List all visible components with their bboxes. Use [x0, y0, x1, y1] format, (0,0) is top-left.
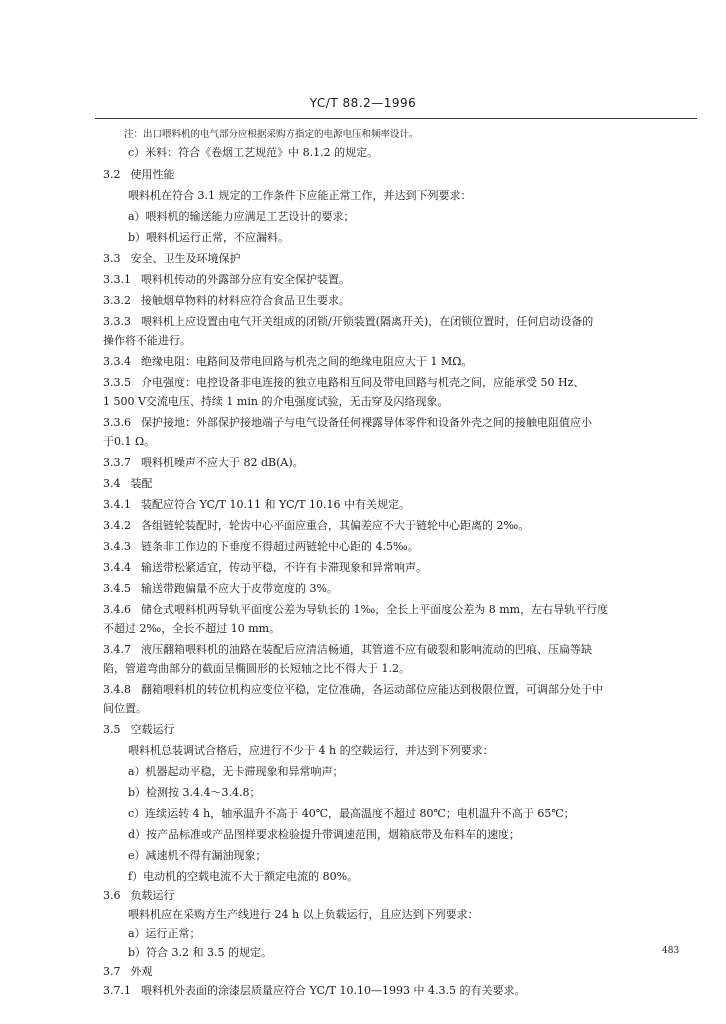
clause — [103, 376, 584, 390]
clause-number: 3.4.4 — [103, 561, 131, 574]
paragraph: 喂料机在符合 3.1 规定的工作条件下应能正常工作，并达到下列要求： — [128, 189, 472, 202]
section-title: 负载运行 — [130, 889, 175, 902]
clause — [103, 456, 304, 470]
clause-number: 3.3.3 — [103, 315, 131, 328]
clause-number: 3.4.2 — [103, 519, 131, 532]
section-heading — [103, 168, 175, 182]
clause-number: 3.3.7 — [103, 456, 131, 469]
clause-continuation: 操作将不能进行。 — [103, 334, 191, 347]
clause-continuation: 于0.1 Ω。 — [103, 435, 156, 448]
clause-number: 3.3.4 — [103, 355, 131, 368]
clause-number: 3.3.6 — [103, 416, 131, 429]
section-number: 3.6 — [103, 889, 121, 902]
page-header: YC/T 88.2—1996 — [309, 96, 417, 110]
clause-number: 3.3.5 — [103, 376, 131, 389]
list-item: b）符合 3.2 和 3.5 的规定。 — [128, 946, 273, 959]
section-heading — [103, 965, 153, 979]
clause-text: 翻箱喂料机的转位机构应变位平稳，定位准确，各运动部位应能达到极限位置，可调部分处于中 — [141, 683, 603, 696]
section-heading — [103, 723, 175, 737]
section-heading — [103, 477, 153, 491]
section-number: 3.5 — [103, 723, 121, 736]
clause-continuation: 不超过 2‰，全长不超过 10 mm。 — [103, 622, 281, 635]
page-number: 483 — [662, 946, 680, 956]
clause-text: 链条非工作边的下垂度不得超过两链轮中心距的 4.5‰。 — [141, 540, 419, 553]
clause-text: 喂料机噪声不应大于 82 dB(A)。 — [141, 456, 304, 469]
clause-text: 绝缘电阻：电路间及带电回路与机壳之间的绝缘电阻应大于 1 MΩ。 — [141, 355, 473, 368]
clause-text: 输送带松紧适宜，传动平稳，不许有卡滞现象和异常响声。 — [141, 561, 427, 574]
clause — [103, 683, 603, 697]
section-number: 3.2 — [103, 168, 121, 181]
list-item: d）按产品标准或产品图样要求检验提升带调速范围，烟箱底带及布料车的速度； — [128, 828, 521, 841]
paragraph: 喂料机总装调试合格后，应进行不少于 4 h 的空载运行，并达到下列要求： — [128, 744, 494, 757]
clause-continuation: 1 500 V交流电压、持续 1 min 的介电强度试验，无击穿及闪络现象。 — [103, 395, 449, 408]
clause-text: 液压翻箱喂料机的油路在装配后应清洁畅通，其管道不应有破裂和影响流动的凹痕、压扁等缺 — [141, 643, 592, 656]
clause-text: 接触烟草物料的材料应符合食品卫生要求。 — [141, 294, 350, 307]
clause-continuation: 陷，管道弯曲部分的截面呈椭圆形的长短轴之比不得大于 1.2。 — [103, 662, 410, 675]
section-title: 外观 — [130, 965, 153, 978]
clause — [103, 984, 525, 998]
clause-number: 3.4.7 — [103, 643, 131, 656]
section-title: 使用性能 — [130, 168, 175, 181]
section-number: 3.4 — [103, 477, 121, 490]
list-item: a）运行正常； — [128, 927, 201, 940]
clause-text: 装配应符合 YC/T 10.11 和 YC/T 10.16 中有关规定。 — [141, 498, 411, 511]
clause-text: 介电强度：电控设备非电连接的独立电路相互间及带电回路与机壳之间，应能承受 50 Hz、 — [141, 376, 585, 389]
clause-number: 3.4.6 — [103, 603, 131, 616]
clause — [103, 315, 593, 329]
clause — [103, 273, 350, 287]
clause — [103, 355, 472, 369]
section-heading — [103, 252, 241, 266]
clause-number: 3.4.8 — [103, 683, 131, 696]
clause — [103, 519, 529, 533]
clause-text: 喂料机传动的外露部分应有安全保护装置。 — [141, 273, 350, 286]
section-heading — [103, 889, 175, 903]
list-item: e）减速机不得有漏油现象； — [128, 849, 267, 862]
list-item: b）检测按 3.4.4～3.4.8； — [128, 786, 261, 799]
clause-continuation: 间位置。 — [103, 702, 147, 715]
clause-text: 输送带跑偏量不应大于皮带宽度的 3%。 — [141, 582, 338, 595]
clause-number: 3.4.1 — [103, 498, 131, 511]
clause-text: 储仓式喂料机两导轨平面度公差为导轨长的 1‰，全长上平面度公差为 8 mm，左右导轨平行度 — [141, 603, 609, 616]
clause-number: 3.4.5 — [103, 582, 131, 595]
list-item: c）连续运转 4 h，轴承温升不高于 40℃，最高温度不超过 80℃；电机温升不高于 65℃； — [128, 807, 575, 820]
clause — [103, 498, 410, 512]
clause — [103, 561, 427, 575]
clause-number: 3.3.2 — [103, 294, 131, 307]
clause — [103, 582, 338, 596]
header-rule — [95, 118, 697, 119]
clause-number: 3.3.1 — [103, 273, 131, 286]
list-item: a）喂料机的输送能力应满足工艺设计的要求； — [128, 210, 355, 223]
section-title: 装配 — [130, 477, 153, 490]
clause-text: 喂料机上应设置由电气开关组成的闭锁/开锁装置(隔离开关)，在闭锁位置时，任何启动设备的 — [141, 315, 594, 328]
section-title: 空载运行 — [130, 723, 175, 736]
clause — [103, 416, 592, 430]
clause-number: 3.4.3 — [103, 540, 131, 553]
clause — [103, 643, 592, 657]
section-number: 3.3 — [103, 252, 121, 265]
clause — [103, 603, 608, 617]
clause-text: 喂料机外表面的涂漆层质量应符合 YC/T 10.10—1993 中 4.3.5 的有关要求。 — [141, 984, 526, 997]
paragraph: 喂料机应在采购方生产线进行 24 h 以上负载运行，且应达到下列要求： — [128, 908, 479, 921]
section-number: 3.7 — [103, 965, 121, 978]
footnote: 注：出口喂料机的电气部分应根据采购方指定的电源电压和频率设计。 — [124, 129, 419, 140]
list-item: b）喂料机运行正常，不应漏料。 — [128, 231, 290, 244]
list-item: f）电动机的空载电流不大于额定电流的 80%。 — [128, 870, 359, 883]
clause — [103, 540, 419, 554]
list-item: a）机器起动平稳，无卡滞现象和异常响声； — [128, 765, 344, 778]
clause-text: 各组链轮装配时，轮齿中心平面应重合，其偏差应不大于链轮中心距离的 2‰。 — [141, 519, 530, 532]
clause-number: 3.7.1 — [103, 984, 131, 997]
list-item: c）米料：符合《卷烟工艺规范》中 8.1.2 的规定。 — [128, 146, 379, 159]
section-title: 安全、卫生及环境保护 — [130, 252, 241, 265]
clause-text: 保护接地：外部保护接地端子与电气设备任何裸露导体零件和设备外壳之间的接触电阻值应小 — [141, 416, 592, 429]
clause — [103, 294, 350, 308]
